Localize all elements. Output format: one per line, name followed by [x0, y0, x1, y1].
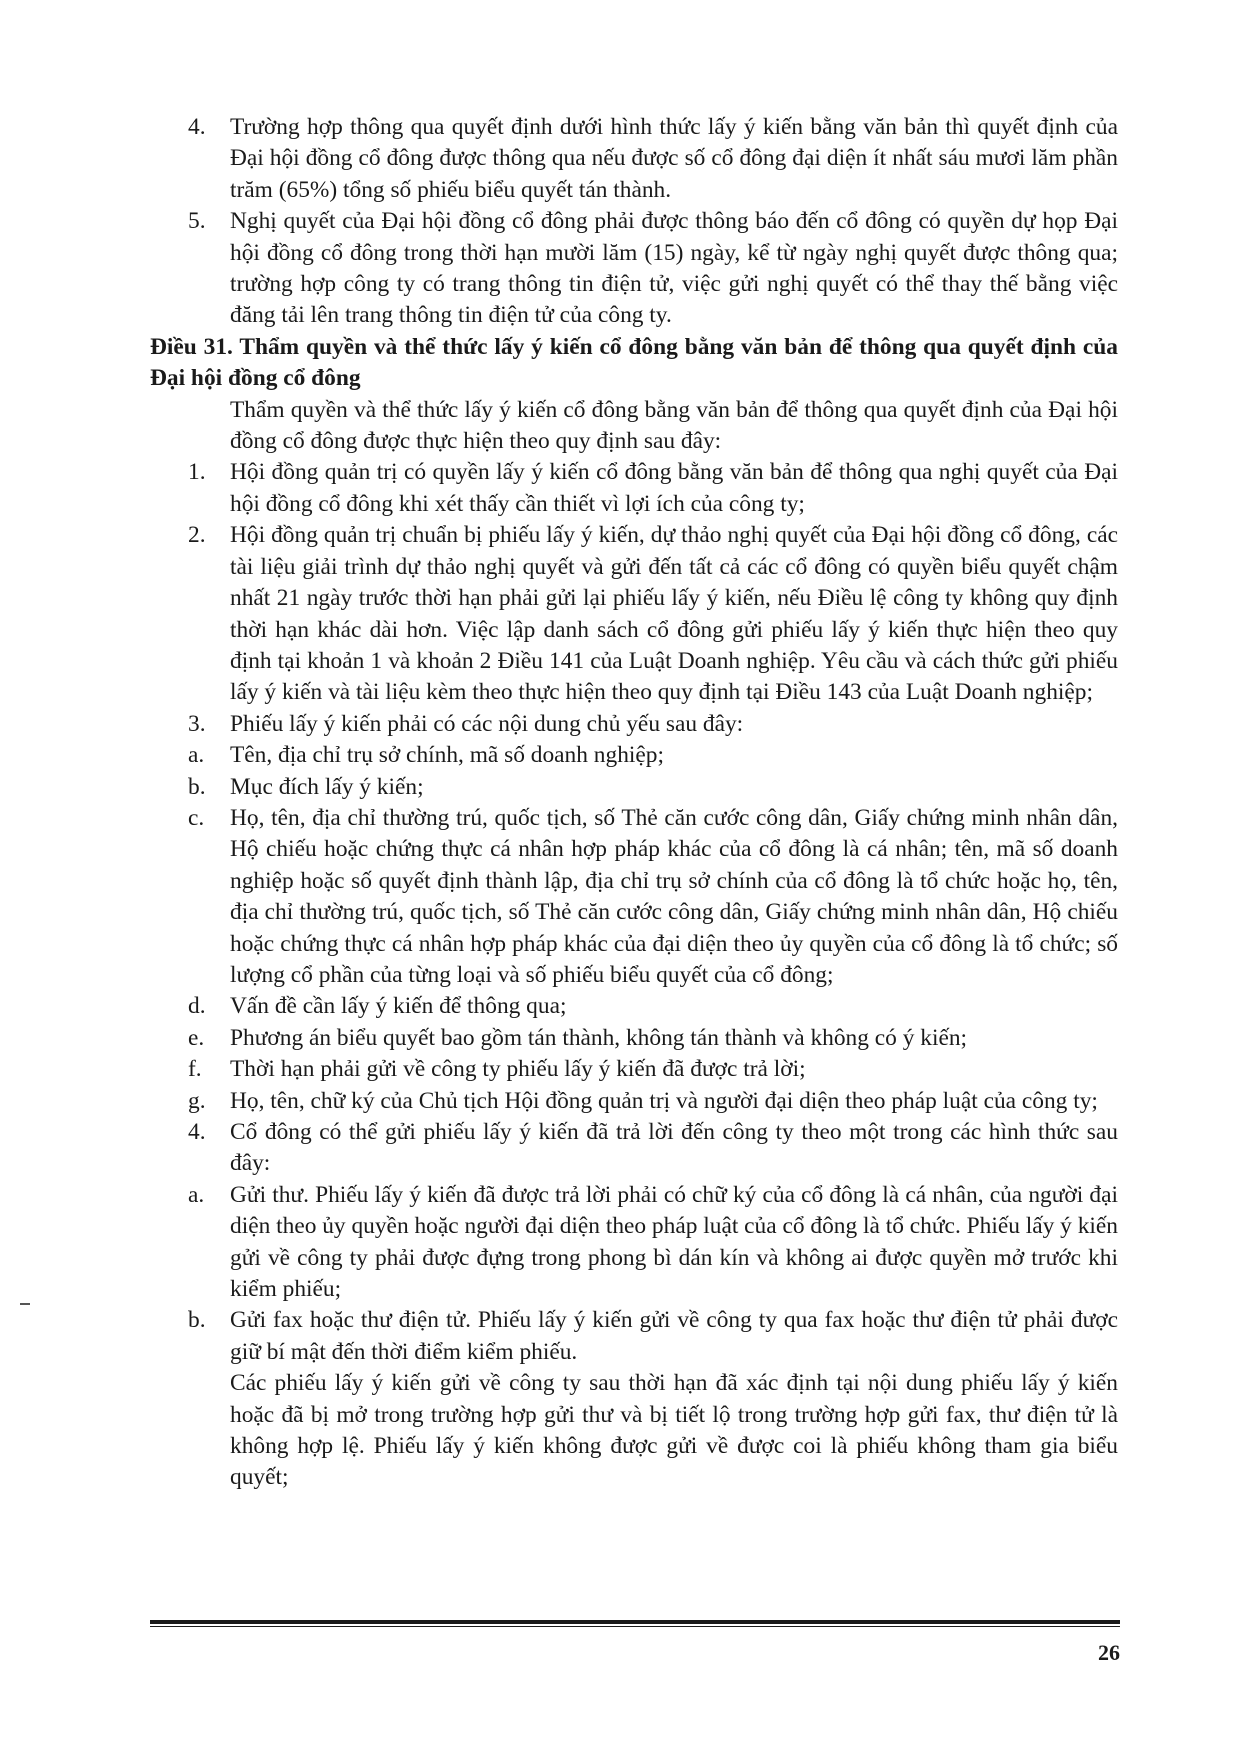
list-marker: e.	[188, 1024, 205, 1051]
list-item-text: Thời hạn phải gửi về công ty phiếu lấy ý kiến đã được trả lời;	[230, 1056, 806, 1083]
margin-mark	[20, 1303, 30, 1305]
footer-rule	[150, 1620, 1120, 1627]
list-marker: b.	[188, 773, 206, 800]
list-marker: d.	[188, 993, 206, 1020]
list-item-text: Tên, địa chỉ trụ sở chính, mã số doanh nghiệp;	[230, 742, 664, 769]
list-item	[150, 206, 1118, 332]
list-marker: 3.	[188, 710, 206, 737]
list-marker: 1.	[188, 459, 206, 486]
list-item-text: Vấn đề cần lấy ý kiến để thông qua;	[230, 993, 567, 1020]
list-item-text: Trường hợp thông qua quyết định dưới hình thức lấy ý kiến bằng văn bản thì quyết định của Đại hội đồng cổ đông được thông qua nếu được số cổ đông đại diện ít nhất sáu mươi lăm phần trăm (65%) tổng số phiếu biểu quyết tán thành.	[230, 114, 1118, 203]
list-marker: 4.	[188, 114, 206, 140]
list-item	[150, 1117, 1118, 1180]
list-marker: 5.	[188, 208, 206, 235]
list-item	[150, 1180, 1118, 1306]
list-item-text: Họ, tên, chữ ký của Chủ tịch Hội đồng quản trị và người đại diện theo pháp luật của công ty;	[230, 1087, 1098, 1114]
list-item	[150, 1086, 1118, 1117]
footer-rule-thick	[150, 1620, 1120, 1624]
list-item	[150, 520, 1118, 708]
list-item	[150, 740, 1118, 771]
list-item-text: Phương án biểu quyết bao gồm tán thành, không tán thành và không có ý kiến;	[230, 1024, 968, 1051]
list-item-text: Gửi fax hoặc thư điện tử. Phiếu lấy ý kiến gửi về công ty qua fax hoặc thư điện tử phải được giữ bí mật đến thời điểm kiểm phiếu.	[230, 1307, 1118, 1365]
list-marker: c.	[188, 804, 205, 831]
list-marker: 2.	[188, 522, 206, 549]
article-heading: Điều 31. Thẩm quyền và thể thức lấy ý kiến cổ đông bằng văn bản để thông qua quyết định của Đại hội đồng cổ đông	[150, 333, 1118, 392]
list-item-text: Hội đồng quản trị chuẩn bị phiếu lấy ý kiến, dự thảo nghị quyết của Đại hội đồng cổ đông, các tài liệu giải trình dự thảo nghị quyết và gửi đến tất cả các cổ đông có quyền biểu quyết chậm nhất 21 ngày trước thời hạn phải gửi lại phiếu lấy ý kiến, nếu Điều lệ công ty không quy định thời hạn khác dài hơn. Việc lập danh sách cổ đông gửi phiếu lấy ý kiến thực hiện theo quy định tại khoản 1 và khoản 2 Điều 141 của Luật Doanh nghiệp. Yêu cầu và cách thức gửi phiếu lấy ý kiến và tài liệu kèm theo thực hiện theo quy định tại Điều 143 của Luật Doanh nghiệp;	[230, 522, 1118, 706]
list-item	[150, 112, 1118, 206]
list-item-text: Mục đích lấy ý kiến;	[230, 773, 424, 800]
list-item-text: Hội đồng quản trị có quyền lấy ý kiến cổ đông bằng văn bản để thông qua nghị quyết của Đại hội đồng cổ đông khi xét thấy cần thiết vì lợi ích của công ty;	[230, 459, 1118, 517]
page-number: 26	[1098, 1640, 1120, 1665]
list-marker: a.	[188, 1181, 205, 1208]
list-item	[150, 709, 1118, 740]
list-item-text: Phiếu lấy ý kiến phải có các nội dung chủ yếu sau đây:	[230, 710, 744, 737]
list-marker: b.	[188, 1307, 206, 1334]
list-marker: g.	[188, 1087, 206, 1114]
list-item-text: Gửi thư. Phiếu lấy ý kiến đã được trả lời phải có chữ ký của cổ đông là cá nhân, của người đại diện theo ủy quyền hoặc người đại diện theo pháp luật của cổ đông là tổ chức. Phiếu lấy ý kiến gửi về công ty phải được đựng trong phong bì dán kín và không ai được quyền mở trước khi kiểm phiếu;	[230, 1181, 1118, 1303]
list-item	[150, 457, 1118, 520]
list-marker: a.	[188, 742, 205, 769]
list-item	[150, 1054, 1118, 1085]
list-item	[150, 772, 1118, 803]
list-marker: 4.	[188, 1119, 206, 1145]
list-item	[150, 803, 1118, 991]
list-marker: f.	[188, 1056, 202, 1083]
document-page	[150, 112, 1118, 1494]
list-item	[150, 991, 1118, 1022]
list-item	[150, 1305, 1118, 1368]
closing-paragraph: Các phiếu lấy ý kiến gửi về công ty sau thời hạn đã xác định tại nội dung phiếu lấy ý kiến hoặc đã bị mở trong trường hợp gửi thư và bị tiết lộ trong trường hợp gửi fax, thư điện tử là không hợp lệ. Phiếu lấy ý kiến không được gửi về được coi là phiếu không tham gia biểu quyết;	[230, 1370, 1118, 1491]
list-item	[150, 1023, 1118, 1054]
list-item-text: Nghị quyết của Đại hội đồng cổ đông phải được thông báo đến cổ đông có quyền dự họp Đại hội đồng cổ đông trong thời hạn mười lăm (15) ngày, kể từ ngày nghị quyết được thông qua; trường hợp công ty có trang thông tin điện tử, việc gửi nghị quyết có thể thay thế bằng việc đăng tải lên trang thông tin điện tử của công ty.	[230, 208, 1118, 329]
intro-paragraph: Thẩm quyền và thể thức lấy ý kiến cổ đông bằng văn bản để thông qua quyết định của Đại hội đồng cổ đông được thực hiện theo quy định sau đây:	[230, 396, 1118, 455]
footer-rule-thin	[150, 1626, 1120, 1627]
list-item-text: Cổ đông có thể gửi phiếu lấy ý kiến đã trả lời đến công ty theo một trong các hình thức sau đây:	[230, 1119, 1118, 1177]
list-item-text: Họ, tên, địa chỉ thường trú, quốc tịch, số Thẻ căn cước công dân, Giấy chứng minh nhân dân, Hộ chiếu hoặc chứng thực cá nhân hợp pháp khác của cổ đông là cá nhân; tên, mã số doanh nghiệp hoặc số quyết định thành lập, địa chỉ trụ sở chính của cổ đông là tổ chức hoặc họ, tên, địa chỉ thường trú, quốc tịch, số Thẻ căn cước công dân, Giấy chứng minh nhân dân, Hộ chiếu hoặc chứng thực cá nhân hợp pháp khác của đại diện theo ủy quyền của cổ đông là tổ chức; số lượng cổ phần của từng loại và số phiếu biểu quyết của cổ đông;	[230, 804, 1118, 988]
